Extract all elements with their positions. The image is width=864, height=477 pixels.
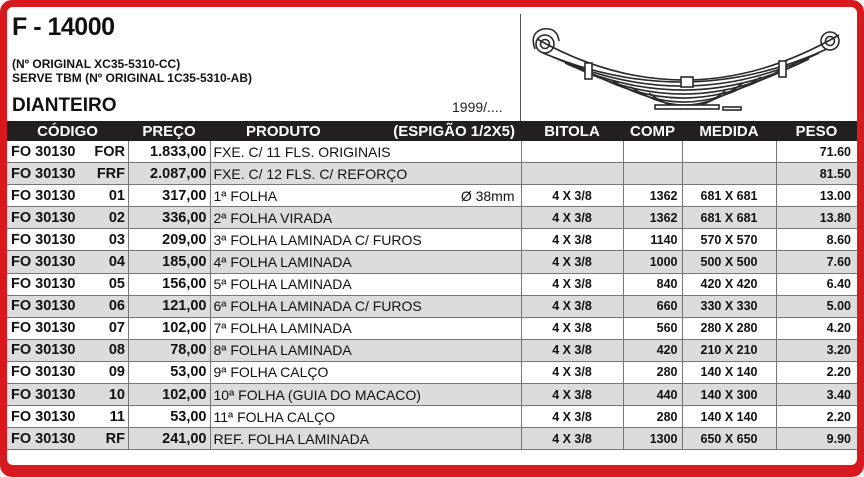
- product-cell: [210, 163, 521, 185]
- price-cell: 241,00: [128, 428, 210, 450]
- comp-cell: 1300: [623, 428, 682, 450]
- bitola-cell: 4 X 3/8: [521, 295, 623, 317]
- code-prefix: FO 30130: [11, 342, 76, 359]
- comp-cell: 840: [623, 273, 682, 295]
- bitola-cell: 4 X 3/8: [521, 384, 623, 406]
- product-cell: [210, 141, 521, 163]
- price-cell: 156,00: [128, 273, 210, 295]
- code-prefix: FO 30130: [11, 298, 76, 315]
- product-cell: [210, 384, 521, 406]
- product-name: FXE. C/ 12 FLS. C/ REFORÇO: [213, 165, 408, 182]
- product-name: 7ª FOLHA LAMINADA: [213, 320, 352, 337]
- price-cell: 78,00: [128, 339, 210, 361]
- code-suffix: 02: [108, 209, 125, 226]
- medida-cell: [682, 141, 776, 163]
- product-name: FXE. C/ 11 FLS. ORIGINAIS: [213, 143, 391, 160]
- code-cell: [7, 229, 128, 251]
- col-comp: COMP: [623, 121, 682, 141]
- table-row: [7, 141, 857, 163]
- code-suffix: RF: [105, 430, 125, 447]
- price-cell: 317,00: [128, 185, 210, 207]
- code-prefix: FO 30130: [11, 231, 76, 248]
- original-number-note: (Nº ORIGINAL XC35-5310-CC): [12, 57, 181, 71]
- product-cell: [210, 361, 521, 383]
- section-title: DIANTEIRO: [12, 95, 117, 116]
- comp-cell: 560: [623, 317, 682, 339]
- bitola-cell: 4 X 3/8: [521, 317, 623, 339]
- header-divider: [520, 14, 521, 121]
- peso-cell: 4.20: [776, 317, 857, 339]
- peso-cell: 2.20: [776, 361, 857, 383]
- code-prefix: FO 30130: [11, 187, 76, 204]
- code-prefix: FO 30130: [11, 320, 76, 337]
- comp-cell: [623, 141, 682, 163]
- product-name: 4ª FOLHA LAMINADA: [213, 254, 352, 271]
- code-cell: [7, 339, 128, 361]
- code-prefix: FO 30130: [11, 408, 76, 425]
- code-suffix: FOR: [94, 143, 125, 160]
- page-title: F - 14000: [12, 13, 115, 41]
- col-medida: MEDIDA: [682, 121, 776, 141]
- bitola-cell: 4 X 3/8: [521, 273, 623, 295]
- product-name: 8ª FOLHA LAMINADA: [213, 342, 352, 359]
- compatibility-note: SERVE TBM (Nº ORIGINAL 1C35-5310-AB): [12, 71, 252, 85]
- bitola-cell: 4 X 3/8: [521, 229, 623, 251]
- product-cell: [210, 339, 521, 361]
- medida-cell: 650 X 650: [682, 428, 776, 450]
- code-suffix: 11: [109, 408, 125, 425]
- medida-cell: 140 X 140: [682, 361, 776, 383]
- col-bitola: BITOLA: [521, 121, 623, 141]
- diameter-note: Ø 38mm: [460, 187, 515, 204]
- leaf-spring-icon: [527, 13, 857, 117]
- code-suffix: 05: [108, 276, 125, 293]
- comp-cell: 280: [623, 361, 682, 383]
- col-produto: [210, 121, 521, 141]
- price-cell: 102,00: [128, 317, 210, 339]
- product-name: 5ª FOLHA LAMINADA: [213, 276, 352, 293]
- code-prefix: FO 30130: [11, 430, 76, 447]
- product-cell: [210, 428, 521, 450]
- code-prefix: FO 30130: [11, 276, 76, 293]
- code-prefix: FO 30130: [11, 143, 76, 160]
- code-suffix: 09: [108, 364, 125, 381]
- peso-cell: 9.90: [776, 428, 857, 450]
- peso-cell: 5.00: [776, 295, 857, 317]
- product-name: 9ª FOLHA CALÇO: [213, 364, 329, 381]
- price-cell: 185,00: [128, 251, 210, 273]
- bitola-cell: 4 X 3/8: [521, 251, 623, 273]
- table-row: [7, 251, 857, 273]
- table-row: [7, 185, 857, 207]
- parts-table: [7, 121, 857, 450]
- table-row: [7, 295, 857, 317]
- product-name: 3ª FOLHA LAMINADA C/ FUROS: [213, 231, 422, 248]
- col-produto-label: PRODUTO: [246, 122, 321, 140]
- medida-cell: [682, 163, 776, 185]
- table-row: [7, 317, 857, 339]
- table-row: [7, 163, 857, 185]
- bitola-cell: [521, 163, 623, 185]
- peso-cell: 81.50: [776, 163, 857, 185]
- bitola-cell: 4 X 3/8: [521, 339, 623, 361]
- col-peso: PESO: [776, 121, 857, 141]
- code-suffix: 04: [108, 254, 125, 271]
- medida-cell: 330 X 330: [682, 295, 776, 317]
- code-prefix: FO 30130: [11, 254, 76, 271]
- medida-cell: 570 X 570: [682, 229, 776, 251]
- product-name: REF. FOLHA LAMINADA: [213, 430, 370, 447]
- table-row: [7, 207, 857, 229]
- code-cell: [7, 141, 128, 163]
- table-row: [7, 384, 857, 406]
- bitola-cell: [521, 141, 623, 163]
- product-cell: [210, 406, 521, 428]
- comp-cell: [623, 163, 682, 185]
- code-cell: [7, 361, 128, 383]
- product-name: 10ª FOLHA (GUIA DO MACACO): [213, 386, 421, 403]
- peso-cell: 13.80: [776, 207, 857, 229]
- price-cell: 336,00: [128, 207, 210, 229]
- medida-cell: 210 X 210: [682, 339, 776, 361]
- price-cell: 102,00: [128, 384, 210, 406]
- code-cell: [7, 207, 128, 229]
- code-cell: [7, 295, 128, 317]
- code-cell: [7, 428, 128, 450]
- price-cell: 1.833,00: [128, 141, 210, 163]
- comp-cell: 440: [623, 384, 682, 406]
- peso-cell: 6.40: [776, 273, 857, 295]
- code-prefix: FO 30130: [11, 165, 76, 182]
- bitola-cell: 4 X 3/8: [521, 207, 623, 229]
- code-suffix: FRF: [96, 165, 125, 182]
- product-cell: [210, 317, 521, 339]
- code-suffix: 10: [108, 386, 125, 403]
- peso-cell: 3.20: [776, 339, 857, 361]
- peso-cell: 13.00: [776, 185, 857, 207]
- code-suffix: 01: [108, 187, 125, 204]
- catalog-panel: [7, 7, 857, 465]
- table-row: [7, 339, 857, 361]
- table-row: [7, 229, 857, 251]
- product-cell: [210, 273, 521, 295]
- bitola-cell: 4 X 3/8: [521, 406, 623, 428]
- price-cell: 53,00: [128, 361, 210, 383]
- peso-cell: 71.60: [776, 141, 857, 163]
- peso-cell: 2.20: [776, 406, 857, 428]
- code-prefix: FO 30130: [11, 209, 76, 226]
- comp-cell: 1140: [623, 229, 682, 251]
- medida-cell: 681 X 681: [682, 207, 776, 229]
- product-cell: [210, 251, 521, 273]
- price-cell: 121,00: [128, 295, 210, 317]
- peso-cell: 3.40: [776, 384, 857, 406]
- medida-cell: 140 X 300: [682, 384, 776, 406]
- bitola-cell: 4 X 3/8: [521, 185, 623, 207]
- medida-cell: 420 X 420: [682, 273, 776, 295]
- comp-cell: 1000: [623, 251, 682, 273]
- product-name: 1ª FOLHA: [213, 187, 278, 204]
- table-row: [7, 406, 857, 428]
- code-cell: [7, 273, 128, 295]
- table-header-row: [7, 121, 857, 141]
- code-cell: [7, 406, 128, 428]
- comp-cell: 660: [623, 295, 682, 317]
- code-suffix: 06: [108, 298, 125, 315]
- peso-cell: 8.60: [776, 229, 857, 251]
- code-suffix: 08: [108, 342, 125, 359]
- comp-cell: 420: [623, 339, 682, 361]
- code-suffix: 03: [108, 231, 125, 248]
- product-cell: [210, 207, 521, 229]
- col-preco: PREÇO: [128, 121, 210, 141]
- code-prefix: FO 30130: [11, 364, 76, 381]
- code-prefix: FO 30130: [11, 386, 76, 403]
- code-cell: [7, 185, 128, 207]
- product-name: 2ª FOLHA VIRADA: [213, 209, 333, 226]
- medida-cell: 140 X 140: [682, 406, 776, 428]
- table-row: [7, 361, 857, 383]
- bitola-cell: 4 X 3/8: [521, 428, 623, 450]
- col-codigo: CÓDIGO: [7, 121, 128, 141]
- product-cell: [210, 295, 521, 317]
- product-name: 11ª FOLHA CALÇO: [213, 408, 336, 425]
- medida-cell: 280 X 280: [682, 317, 776, 339]
- col-espigao-label: (ESPIGÃO 1/2X5): [393, 122, 515, 140]
- code-suffix: 07: [108, 320, 125, 337]
- bitola-cell: 4 X 3/8: [521, 361, 623, 383]
- medida-cell: 500 X 500: [682, 251, 776, 273]
- product-name: 6ª FOLHA LAMINADA C/ FUROS: [213, 298, 422, 315]
- table-row: [7, 428, 857, 450]
- product-cell: [210, 229, 521, 251]
- price-cell: 2.087,00: [128, 163, 210, 185]
- comp-cell: 280: [623, 406, 682, 428]
- peso-cell: 7.60: [776, 251, 857, 273]
- code-cell: [7, 163, 128, 185]
- code-cell: [7, 317, 128, 339]
- comp-cell: 1362: [623, 185, 682, 207]
- year-range: 1999/....: [452, 99, 503, 115]
- code-cell: [7, 384, 128, 406]
- medida-cell: 681 X 681: [682, 185, 776, 207]
- price-cell: 53,00: [128, 406, 210, 428]
- code-cell: [7, 251, 128, 273]
- product-cell: [210, 185, 521, 207]
- price-cell: 209,00: [128, 229, 210, 251]
- table-row: [7, 273, 857, 295]
- comp-cell: 1362: [623, 207, 682, 229]
